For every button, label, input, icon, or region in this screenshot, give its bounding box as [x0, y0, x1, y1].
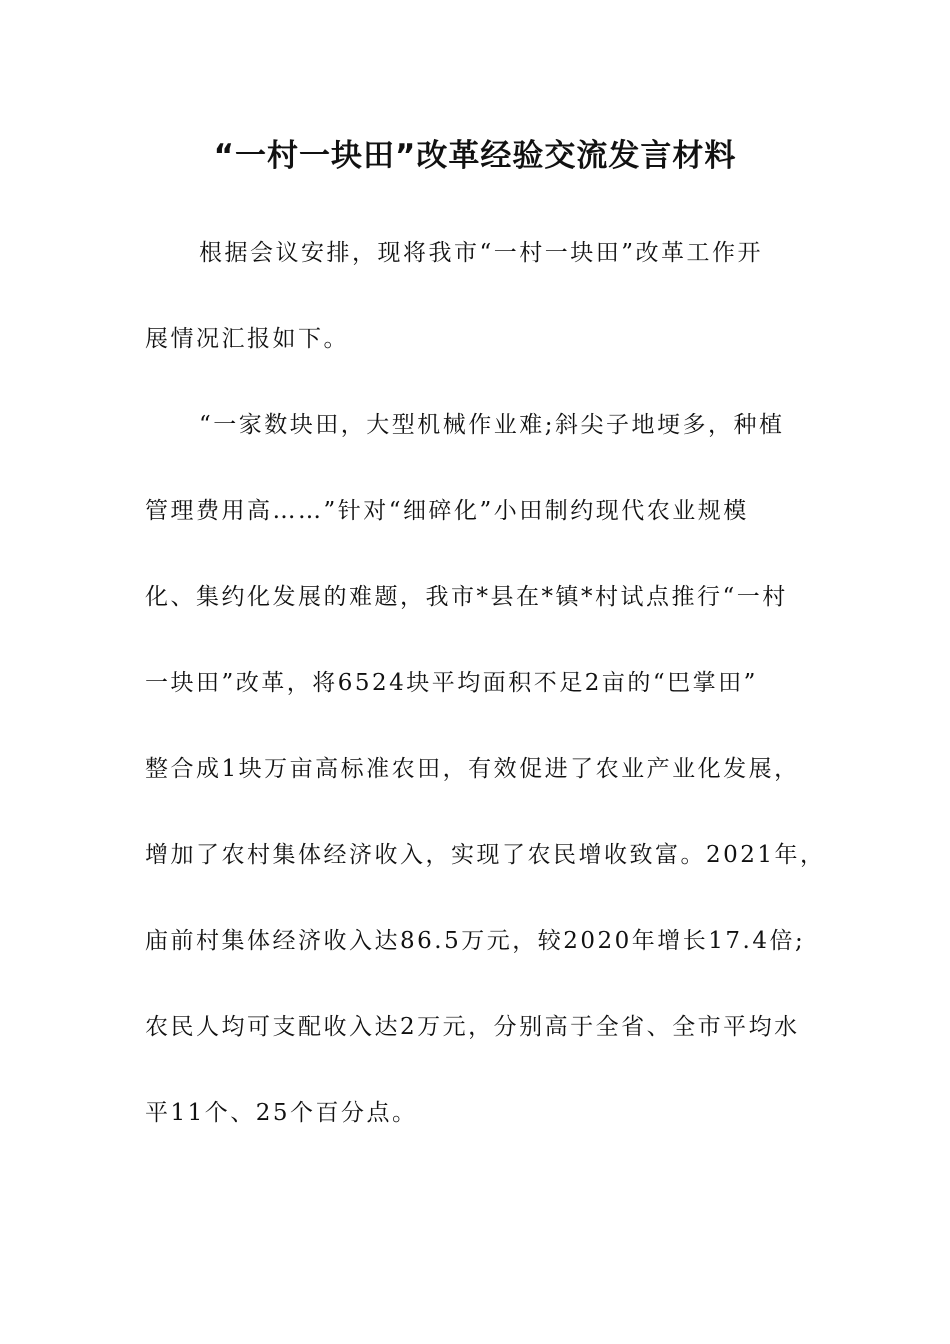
- paragraph-line: 庙前村集体经济收入达86.5万元，较2020年增长17.4倍;: [145, 928, 806, 954]
- paragraph-line: 农民人均可支配收入达2万元，分别高于全省、全市平均水: [145, 1014, 800, 1040]
- paragraph-line: 平11个、25个百分点。: [145, 1100, 418, 1126]
- paragraph-line: 展情况汇报如下。: [145, 326, 349, 352]
- paragraph-line: 化、集约化发展的难题，我市*县在*镇*村试点推行“一村: [145, 584, 788, 610]
- paragraph-line: 管理费用高……”针对“细碎化”小田制约现代农业规模: [145, 498, 749, 524]
- paragraph-1: [145, 210, 817, 382]
- document-title: “一村一块田”改革经验交流发言材料: [213, 138, 737, 174]
- paragraph-line: 根据会议安排，现将我市“一村一块田”改革工作开: [199, 240, 764, 266]
- paragraph-line: 一块田”改革，将6524块平均面积不足2亩的“巴掌田”: [145, 670, 758, 696]
- paragraph-line: “一家数块田，大型机械作业难;斜尖子地埂多，种植: [199, 412, 785, 438]
- paragraph-line: 增加了农村集体经济收入，实现了农民增收致富。2021年，: [145, 842, 826, 868]
- paragraph-2: [145, 382, 826, 1156]
- paragraph-line: 整合成1块万亩高标准农田，有效促进了农业产业化发展，: [145, 756, 800, 782]
